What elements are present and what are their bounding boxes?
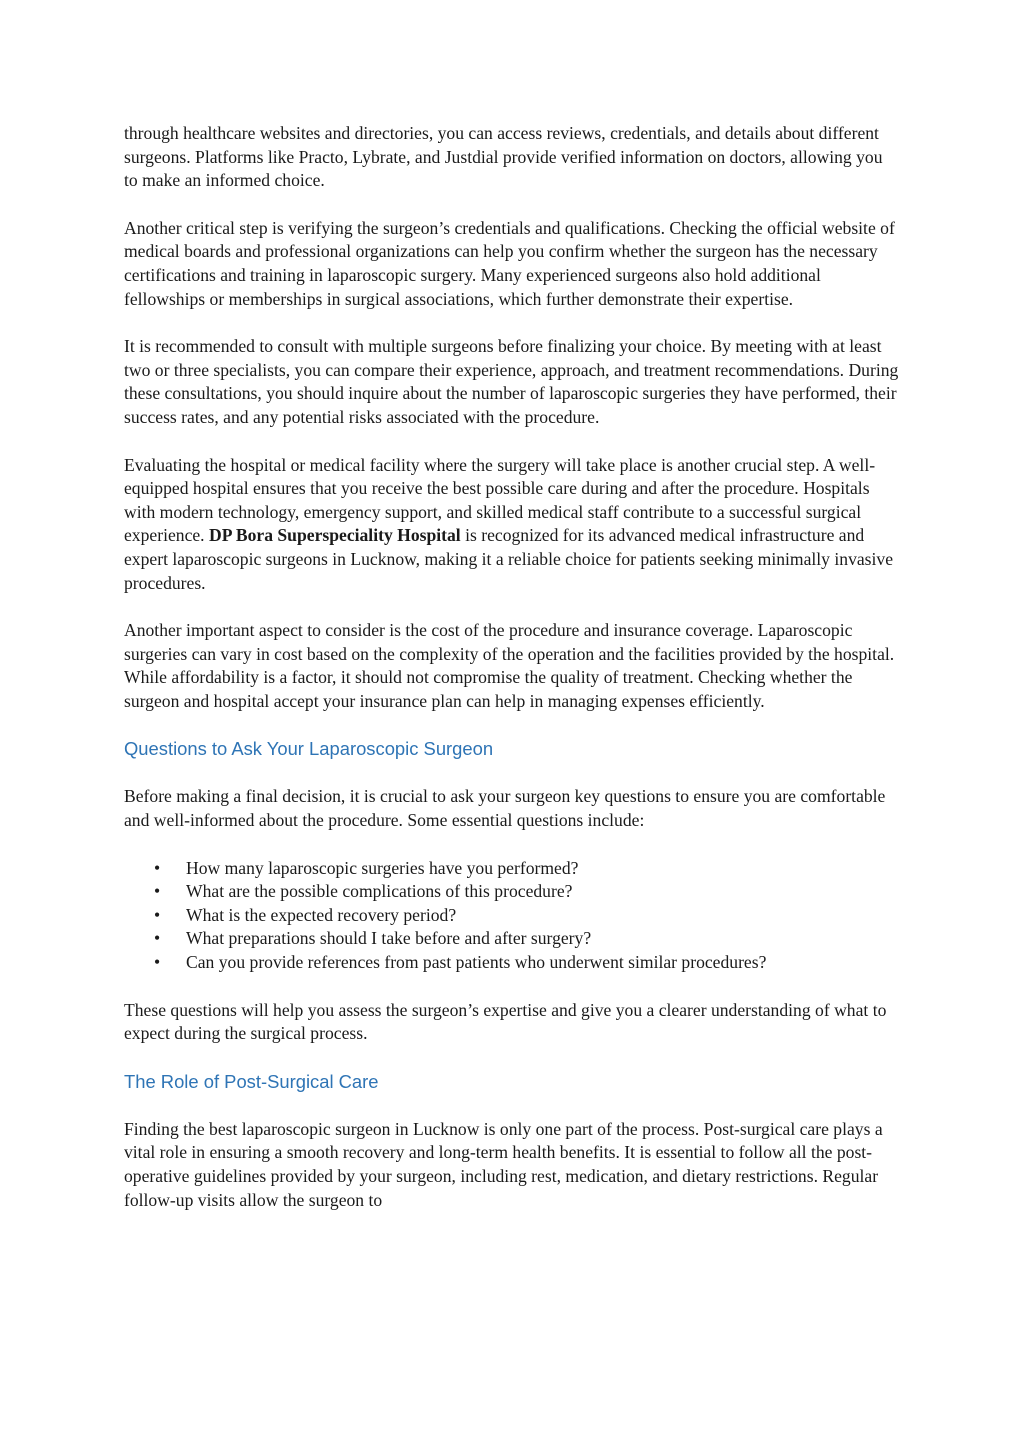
bullet-icon: •	[154, 904, 161, 925]
bullet-icon: •	[154, 881, 161, 902]
paragraph-cost-insurance: Another important aspect to consider is the cost of the procedure and insurance coverage. Laparoscopic surgeries can vary in cost based on the complexity of the operation and the facilities provided by the hospital. While affordability is a factor, it should not compromise the quality of treatment. Checking whether the surgeon and hospital accept your insurance plan can help in managing expenses efficiently.	[124, 620, 895, 711]
bullet-icon: •	[154, 952, 161, 973]
paragraph-consult-multiple: It is recommended to consult with multiple surgeons before finalizing your choice. By meeting with at least two or three specialists, you can compare their experience, approach, and treatment recommendations. During these consultations, you should inquire about the number of laparoscopic surgeries they have performed, their success rates, and any potential risks associated with the procedure.	[124, 336, 899, 427]
paragraph-questions-intro: Before making a final decision, it is crucial to ask your surgeon key questions to ensure you are comfortable and well-informed about the procedure. Some essential questions include:	[124, 786, 886, 831]
paragraph-verify-credentials: Another critical step is verifying the surgeon’s credentials and qualifications. Checking the official website of medical boards and professional organizations can help you confirm whether the surgeon has the necessary certifications and training in laparoscopic surgery. Many experienced surgeons also hold additional fellowships or memberships in surgical associations, which further demonstrate their expertise.	[124, 217, 895, 309]
list-item	[124, 904, 900, 928]
list-item	[124, 951, 900, 975]
list-item-text: What preparations should I take before and after surgery?	[186, 928, 592, 949]
paragraph-research-online: through healthcare websites and directories, you can access reviews, credentials, and details about different surgeons. Platforms like Practo, Lybrate, and Justdial provide verified information on doctors, allowing you to make an informed choice.	[124, 123, 883, 191]
bullet-icon: •	[154, 928, 161, 949]
paragraph-post-surgical-care: Finding the best laparoscopic surgeon in Lucknow is only one part of the process. Post-surgical care plays a vital role in ensuring a smooth recovery and long-term health benefits. It is essential to follow all the post-operative guidelines provided by your surgeon, including rest, medication, and dietary restrictions. Regular follow-up visits allow the surgeon to	[124, 1118, 883, 1210]
hospital-name-bold: DP Bora Superspeciality Hospital	[208, 525, 461, 546]
paragraph-evaluate-hospital	[124, 454, 900, 596]
paragraph-evaluate-hospital-text-2: is recognized for its advanced medical infrastructure and expert laparoscopic surgeons in Lucknow, making it a reliable choice for patients seeking minimally invasive procedures.	[124, 525, 894, 593]
list-item	[124, 927, 900, 951]
document-page	[124, 122, 900, 1236]
heading-questions: Questions to Ask Your Laparoscopic Surgeon	[124, 738, 494, 760]
paragraph-questions-outro: These questions will help you assess the surgeon’s expertise and give you a clearer understanding of what to expect during the surgical process.	[124, 999, 887, 1044]
list-item	[124, 880, 900, 904]
list-item-text: Can you provide references from past patients who underwent similar procedures?	[186, 952, 767, 973]
list-item-text: How many laparoscopic surgeries have you performed?	[186, 857, 579, 878]
heading-post-surgical-care: The Role of Post-Surgical Care	[124, 1070, 379, 1092]
paragraph-evaluate-hospital-text-1: Evaluating the hospital or medical facility where the surgery will take place is another crucial step. A well-equipped hospital ensures that you receive the best possible care during and after the procedure. Hospitals with modern technology, emergency support, and skilled medical staff contribute to a successful surgical experience.	[124, 454, 876, 546]
list-item	[124, 857, 900, 881]
bullet-icon: •	[154, 857, 161, 878]
questions-list	[124, 857, 900, 975]
list-item-text: What are the possible complications of this procedure?	[186, 881, 573, 902]
list-item-text: What is the expected recovery period?	[186, 904, 457, 925]
